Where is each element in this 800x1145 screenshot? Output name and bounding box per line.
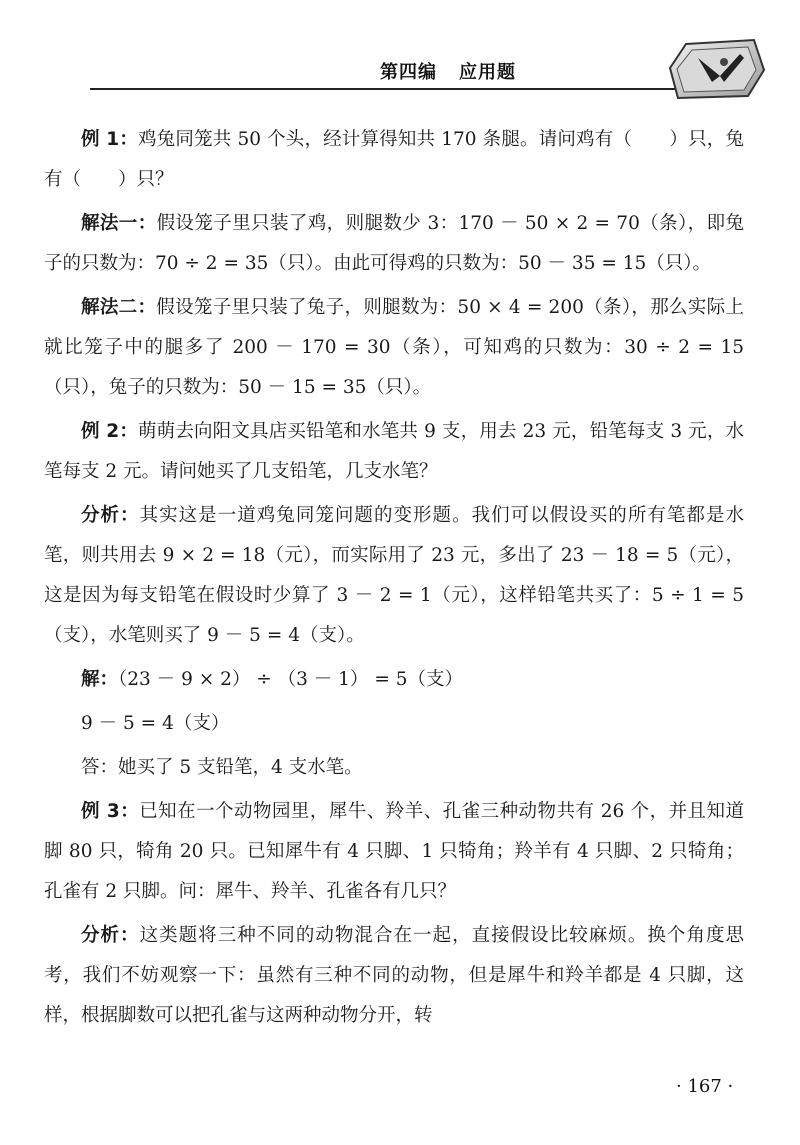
paragraph-text: 已知在一个动物园里，犀牛、羚羊、孔雀三种动物共有 26 个，并且知道脚 80 只，犄角 20 只。已知犀牛有 4 只脚、1 只犄角；羚羊有 4 只脚、2 只犄角；孔雀有 2 只脚。问：犀牛、羚羊、孔雀各有几只？ bbox=[44, 801, 744, 902]
paragraph-lead: 解： bbox=[81, 669, 119, 690]
paragraph-lead: 分析： bbox=[81, 505, 140, 526]
paragraph-lead: 解法一： bbox=[81, 213, 157, 234]
paragraph-lead: 解法二： bbox=[81, 297, 157, 318]
paragraph-text: 其实这是一道鸡兔同笼问题的变形题。我们可以假设买的所有笔都是水笔，则共用去 9 × 2 = 18（元），而实际用了 23 元，多出了 23 － 18 = 5（元），这是因为每支铅笔在假设时少算了 3 － 2 = 1（元），这样铅笔共买了：5 ÷ 1 = 5（支），水笔则买了 9 － 5 = 4（支）。 bbox=[44, 505, 744, 646]
paragraph-text: 这类题将三种不同的动物混合在一起，直接假设比较麻烦。换个角度思考，我们不妨观察一下：虽然有三种不同的动物，但是犀牛和羚羊都是 4 只脚，这样，根据脚数可以把孔雀与这两种动物分开，转 bbox=[44, 925, 744, 1026]
page-header bbox=[0, 0, 800, 110]
paragraph-lead: 例 2： bbox=[81, 421, 138, 442]
paragraph-text: 9 － 5 = 4（支） bbox=[81, 713, 230, 734]
paragraph-lead: 例 1： bbox=[81, 129, 139, 150]
part-label: 第四编 bbox=[380, 62, 437, 83]
example-2-solution bbox=[44, 660, 744, 700]
paragraph-text: 答：她买了 5 支铅笔，4 支水笔。 bbox=[81, 757, 363, 778]
paragraph-lead: 例 3： bbox=[81, 801, 140, 822]
example-3-question bbox=[44, 792, 744, 912]
paragraph-text: （23 － 9 × 2） ÷ （3 － 1） = 5（支） bbox=[118, 669, 463, 690]
example-3-analysis bbox=[44, 916, 744, 1036]
paragraph-lead: 分析： bbox=[81, 925, 140, 946]
paragraph-text: 萌萌去向阳文具店买铅笔和水笔共 9 支，用去 23 元，铅笔每支 3 元，水笔每支 2 元。请问她买了几支铅笔，几支水笔？ bbox=[44, 421, 744, 482]
section-label: 应用题 bbox=[459, 62, 516, 83]
paragraph-text: 假设笼子里只装了兔子，则腿数为：50 × 4 = 200（条），那么实际上就比笼子中的腿多了 200 － 170 = 30（条），可知鸡的只数为：30 ÷ 2 = 15（只），兔子的只数为：50 － 15 = 35（只）。 bbox=[44, 297, 744, 398]
example-2-question bbox=[44, 412, 744, 492]
calculator-emblem-icon bbox=[668, 36, 768, 102]
example-1-method-1 bbox=[44, 204, 744, 284]
paragraph-text: 鸡兔同笼共 50 个头，经计算得知共 170 条腿。请问鸡有（ ）只，兔有（ ）只？ bbox=[44, 129, 744, 190]
page-number: · 167 · bbox=[676, 1076, 734, 1097]
example-1-question bbox=[44, 120, 744, 200]
example-2-analysis bbox=[44, 496, 744, 656]
example-2-answer bbox=[44, 748, 744, 788]
page-body bbox=[44, 120, 744, 1040]
running-title bbox=[380, 58, 516, 84]
header-rule bbox=[90, 88, 690, 90]
example-2-solution-step bbox=[44, 704, 744, 744]
example-1-method-2 bbox=[44, 288, 744, 408]
paragraph-text: 假设笼子里只装了鸡，则腿数少 3：170 － 50 × 2 = 70（条），即兔子的只数为：70 ÷ 2 = 35（只）。由此可得鸡的只数为：50 － 35 = 15（只）。 bbox=[44, 213, 744, 274]
